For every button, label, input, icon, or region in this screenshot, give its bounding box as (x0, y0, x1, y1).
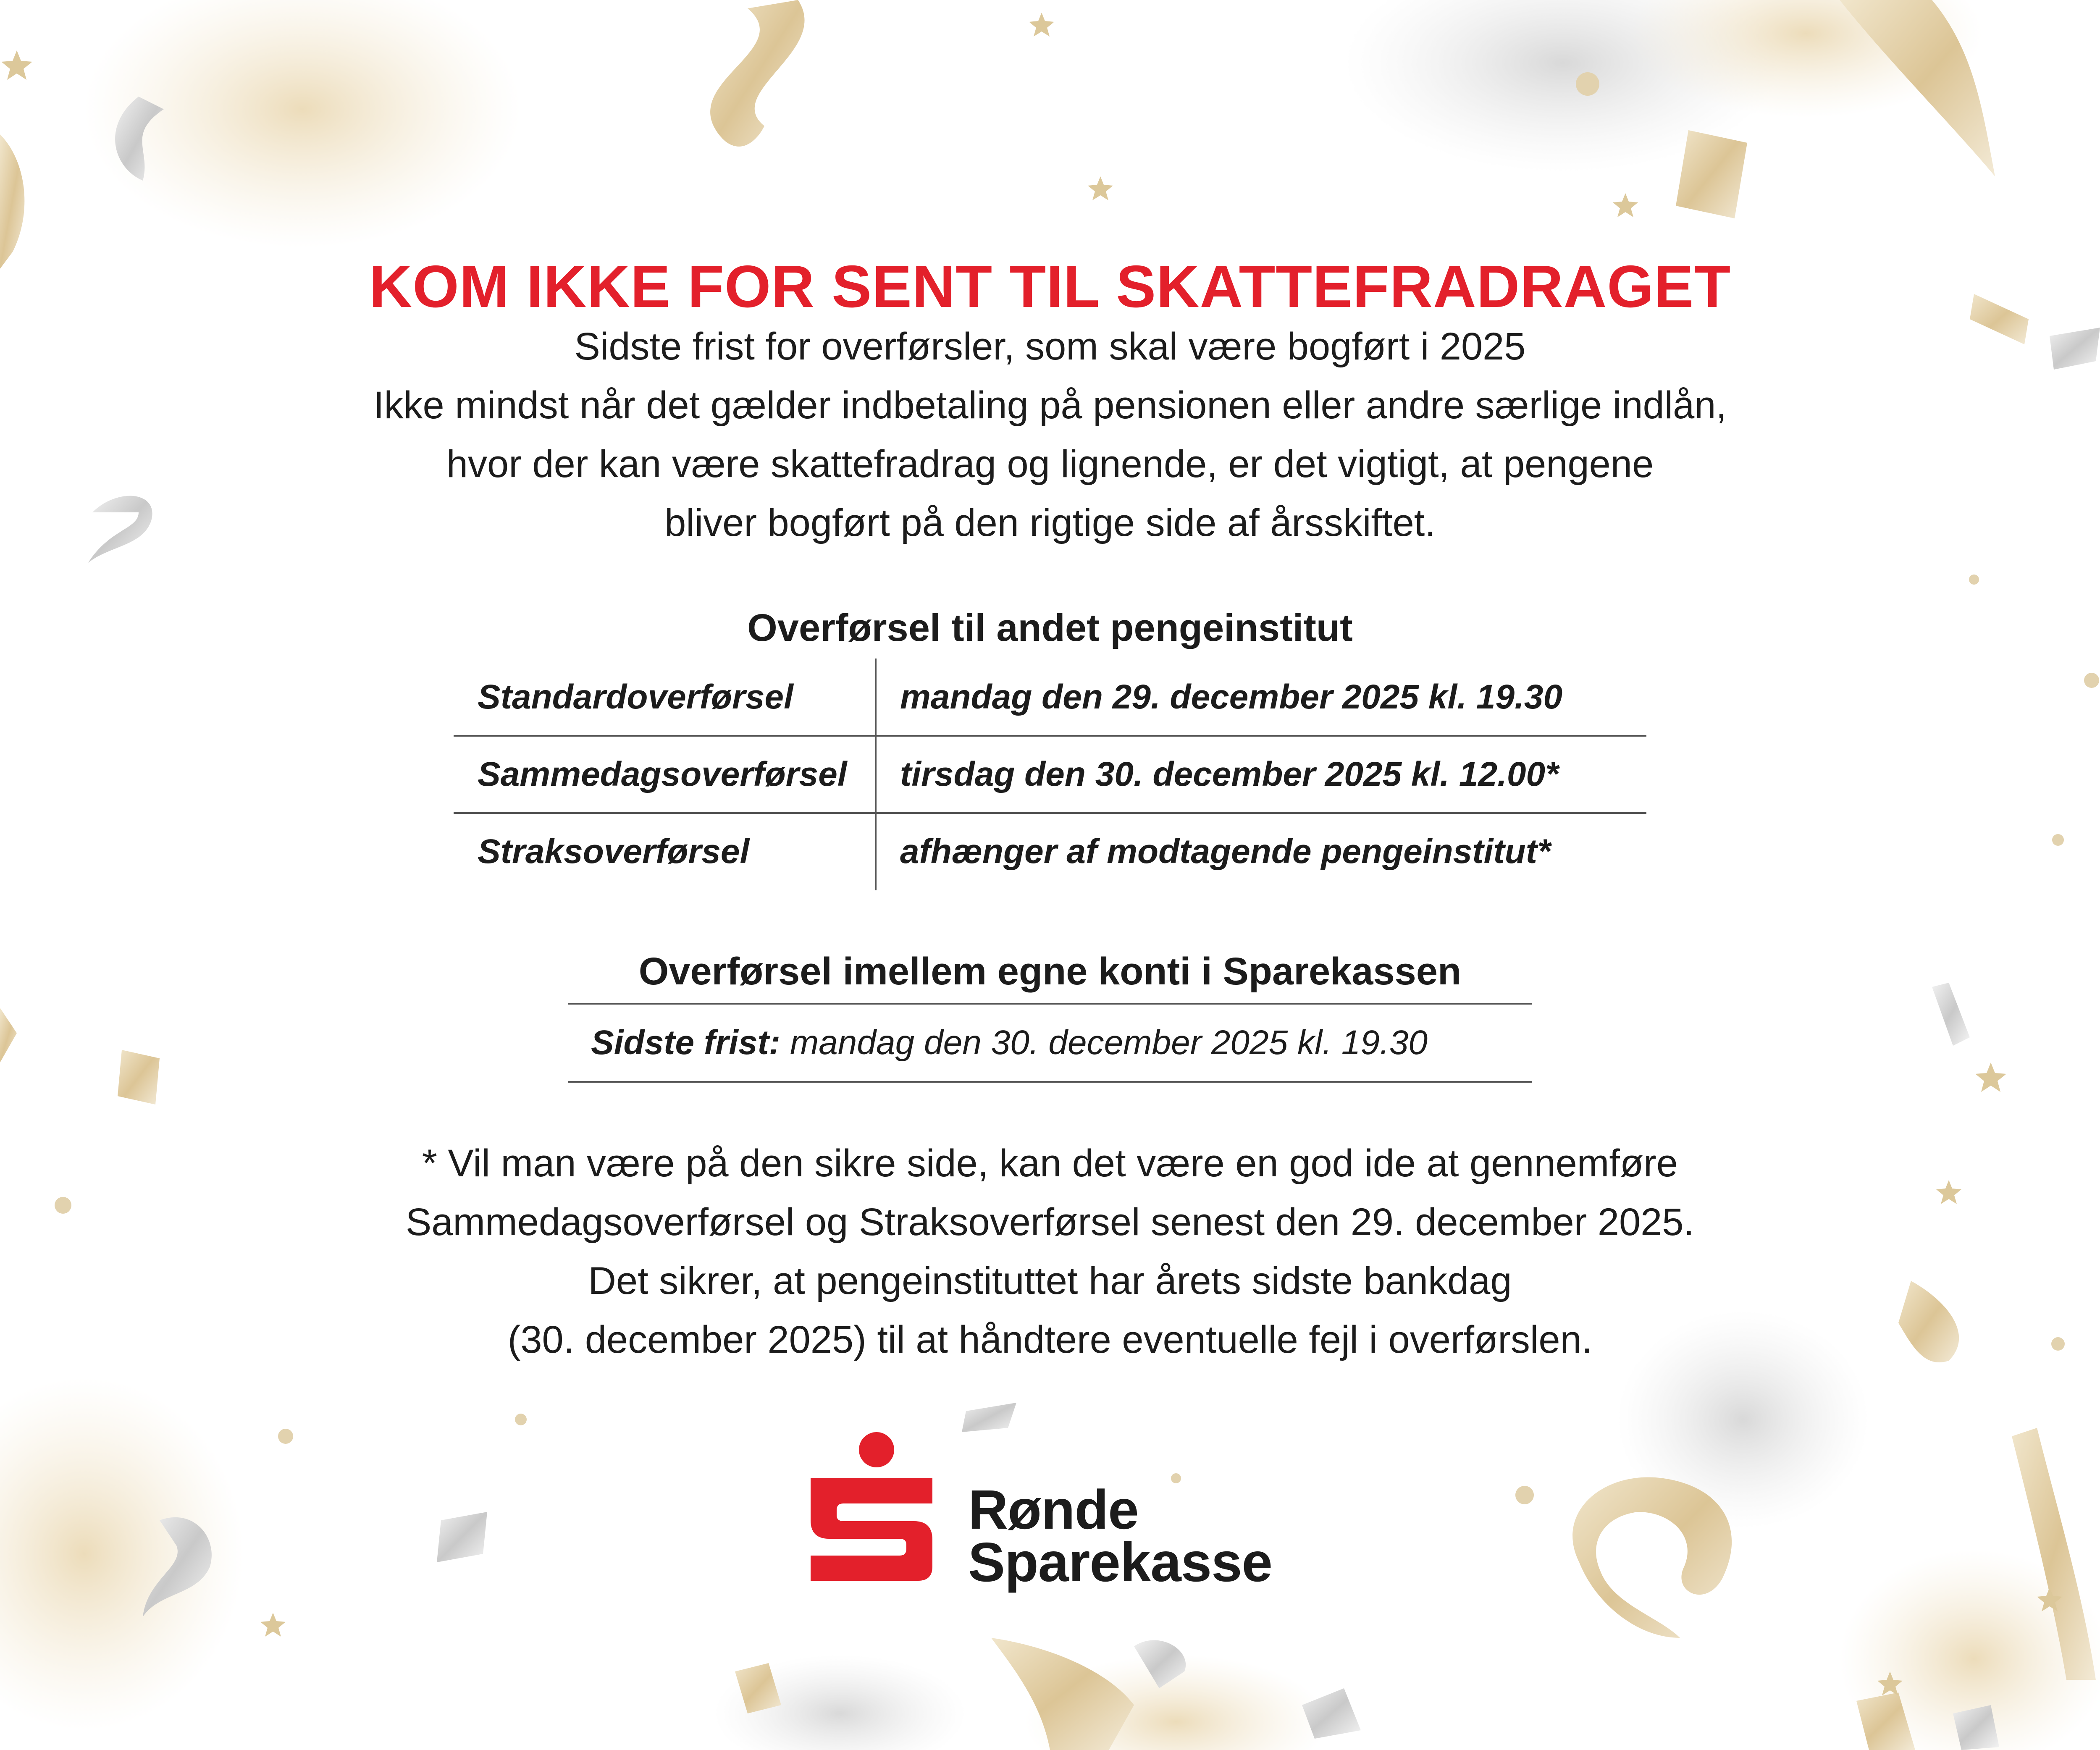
transfer-type: Straksoverførsel (478, 832, 750, 871)
transfer-type: Sammedagsoverførsel (478, 755, 847, 793)
column-divider (875, 659, 877, 890)
table-row (454, 736, 1646, 813)
own-accounts-deadline (568, 1003, 1532, 1083)
footnote-line: Det sikrer, at pengeinstituttet har årets sidste bankdag (588, 1259, 1512, 1302)
footnote-line: * Vil man være på den sikre side, kan det være en god ide at gennemføre (422, 1142, 1678, 1185)
section-title-other-bank: Overførsel til andet pengeinstitut (747, 606, 1353, 649)
section-title-own-accounts: Overførsel imellem egne konti i Sparekassen (638, 950, 1462, 993)
bank-name-line2: Sparekasse (968, 1531, 1272, 1593)
footnote-line: (30. december 2025) til at håndtere eventuelle fejl i overførslen. (507, 1318, 1593, 1361)
footnote (0, 1134, 2100, 1369)
intro-text (0, 317, 2100, 552)
table-row (454, 659, 1646, 736)
bank-name-line1: Rønde (968, 1479, 1139, 1540)
transfer-type: Standardoverførsel (478, 678, 793, 716)
deadline-text (591, 1005, 1428, 1081)
sparekasse-s-icon (811, 1432, 949, 1583)
divider (568, 1081, 1532, 1083)
deadline-label: Sidste frist: (591, 1023, 781, 1062)
intro-line: hvor der kan være skattefradrag og lignende, er det vigtigt, at pengene (446, 443, 1654, 485)
transfer-deadline: afhænger af modtagende pengeinstitut* (900, 832, 1551, 871)
intro-line: Sidste frist for overførsler, som skal være bogført i 2025 (574, 325, 1526, 368)
bank-logo (811, 1432, 1315, 1593)
footnote-line: Sammedagsoverførsel og Straksoverførsel senest den 29. december 2025. (405, 1201, 1695, 1244)
intro-line: bliver bogført på den rigtige side af årsskiftet. (664, 501, 1436, 544)
transfer-deadline-table (454, 659, 1646, 889)
headline: KOM IKKE FOR SENT TIL SKATTEFRADRAGET (369, 253, 1731, 320)
deadline-value: mandag den 30. december 2025 kl. 19.30 (790, 1023, 1428, 1062)
transfer-deadline: tirsdag den 30. december 2025 kl. 12.00* (900, 755, 1559, 793)
table-row (454, 813, 1646, 890)
transfer-deadline: mandag den 29. december 2025 kl. 19.30 (900, 678, 1563, 716)
intro-line: Ikke mindst når det gælder indbetaling på pensionen eller andre særlige indlån, (373, 384, 1727, 427)
